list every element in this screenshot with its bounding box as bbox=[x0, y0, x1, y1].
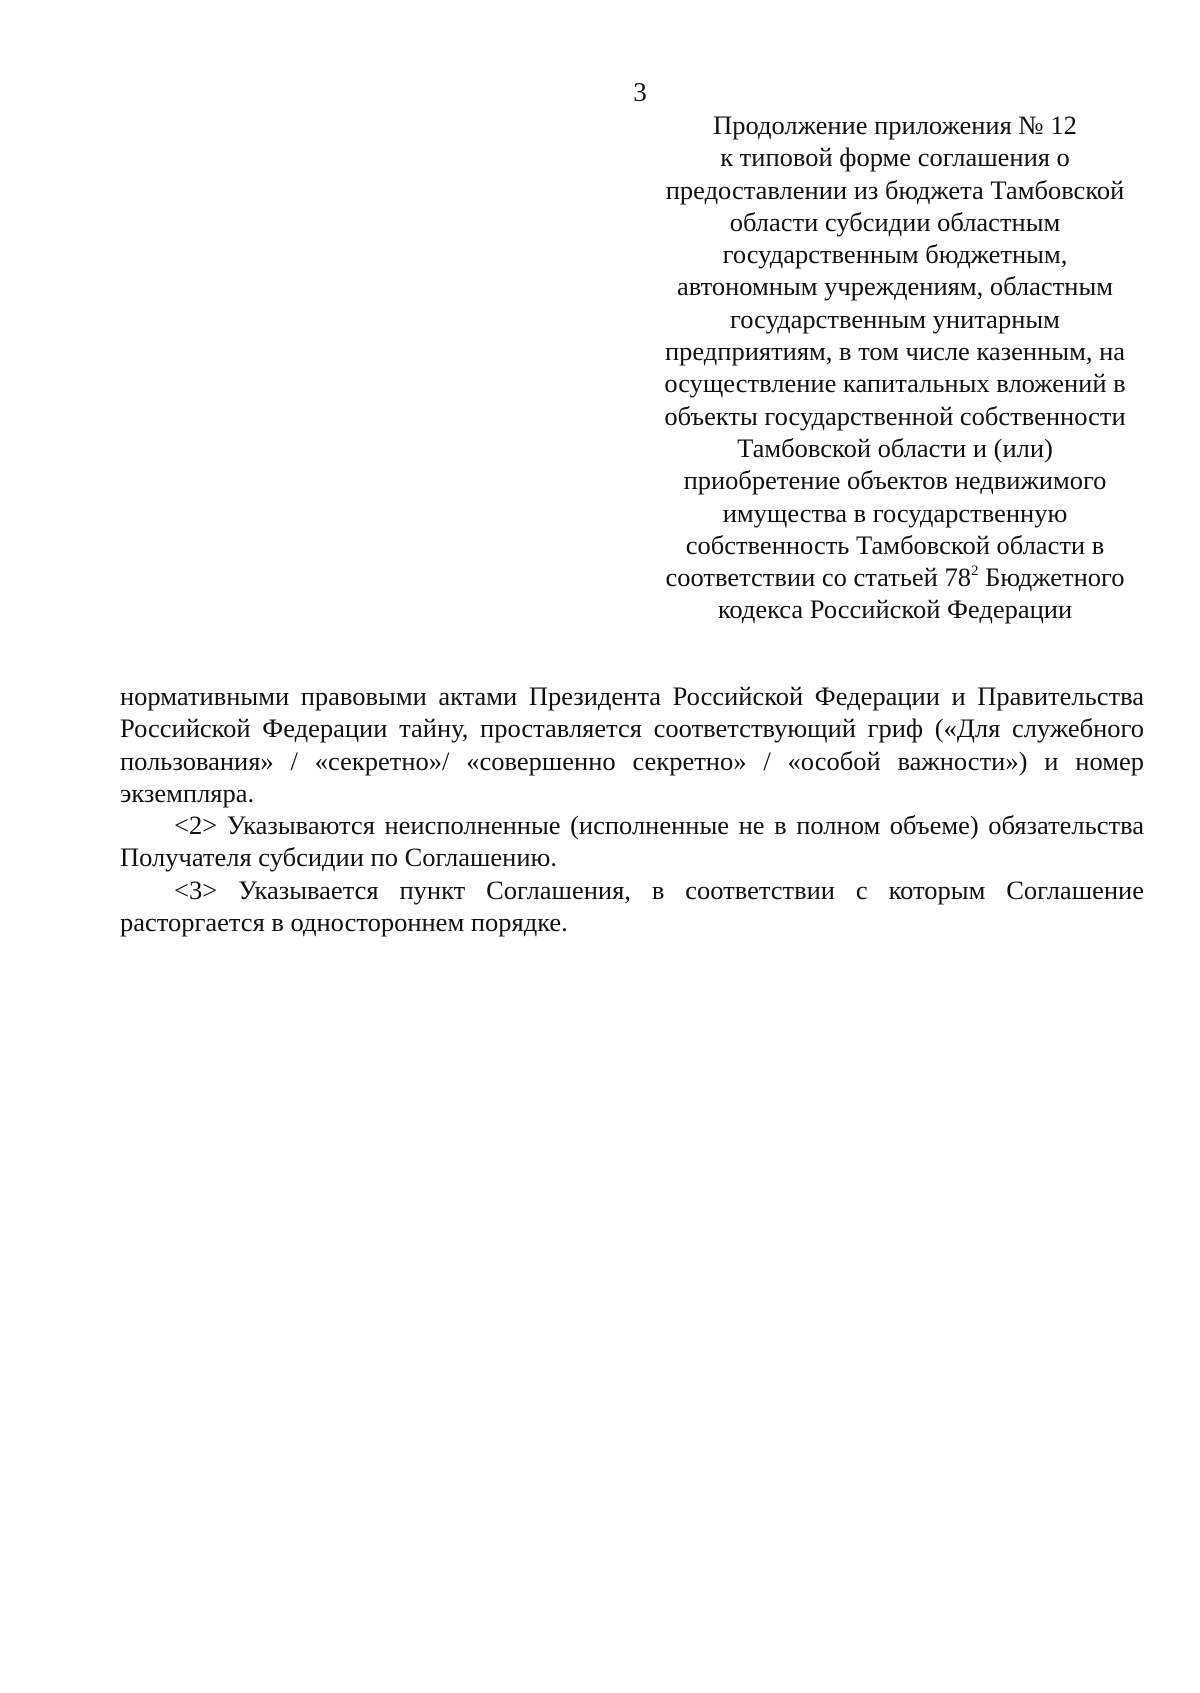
heading-line: области субсидии областным bbox=[729, 206, 1061, 237]
heading-line: государственным унитарным bbox=[730, 303, 1060, 334]
footnote-2: <2> Указываются неисполненные (исполненные не в полном объеме) обязательства Получателя субсидии по Соглашению. bbox=[120, 810, 1144, 873]
article-text-before: соответствии со статьей 78 bbox=[665, 562, 971, 593]
heading-line: предоставлении из бюджета Тамбовской bbox=[665, 174, 1125, 205]
heading-line: приобретение объектов недвижимого bbox=[683, 465, 1107, 496]
footnote-continuation: нормативными правовыми актами Президента Российской Федерации и Правительства Российской Федерации тайну, проставляется соответствующий гриф («Для служебного пользования» / «секретно»/ «совершенно секретно» / «особой важности») и номер экземпляра. bbox=[120, 681, 1144, 808]
appendix-heading bbox=[645, 109, 1145, 626]
footnote-3: <3> Указывается пункт Соглашения, в соответствии с которым Соглашение расторгается в одностороннем порядке. bbox=[120, 874, 1144, 938]
heading-line: объекты государственной собственности bbox=[664, 400, 1126, 431]
heading-line: Тамбовской области и (или) bbox=[737, 432, 1053, 463]
heading-line: собственность Тамбовской области в bbox=[685, 529, 1105, 560]
footnotes bbox=[120, 680, 1144, 938]
heading-line: имущества в государственную bbox=[722, 497, 1068, 528]
heading-line: кодекса Российской Федерации bbox=[717, 594, 1073, 625]
heading-article-line bbox=[645, 561, 1145, 593]
heading-line: Продолжение приложения № 12 bbox=[713, 110, 1077, 140]
article-text-after: Бюджетного bbox=[978, 562, 1125, 593]
heading-line: предприятиям, в том числе казенным, на bbox=[664, 336, 1126, 367]
page-number: 3 bbox=[633, 77, 647, 107]
heading-line: государственным бюджетным, bbox=[722, 239, 1068, 270]
heading-line: автономным учреждениям, областным bbox=[676, 271, 1114, 302]
heading-line: к типовой форме соглашения о bbox=[720, 142, 1070, 173]
heading-line: осуществление капитальных вложений в bbox=[664, 368, 1126, 399]
article-superscript: 2 bbox=[971, 563, 979, 580]
